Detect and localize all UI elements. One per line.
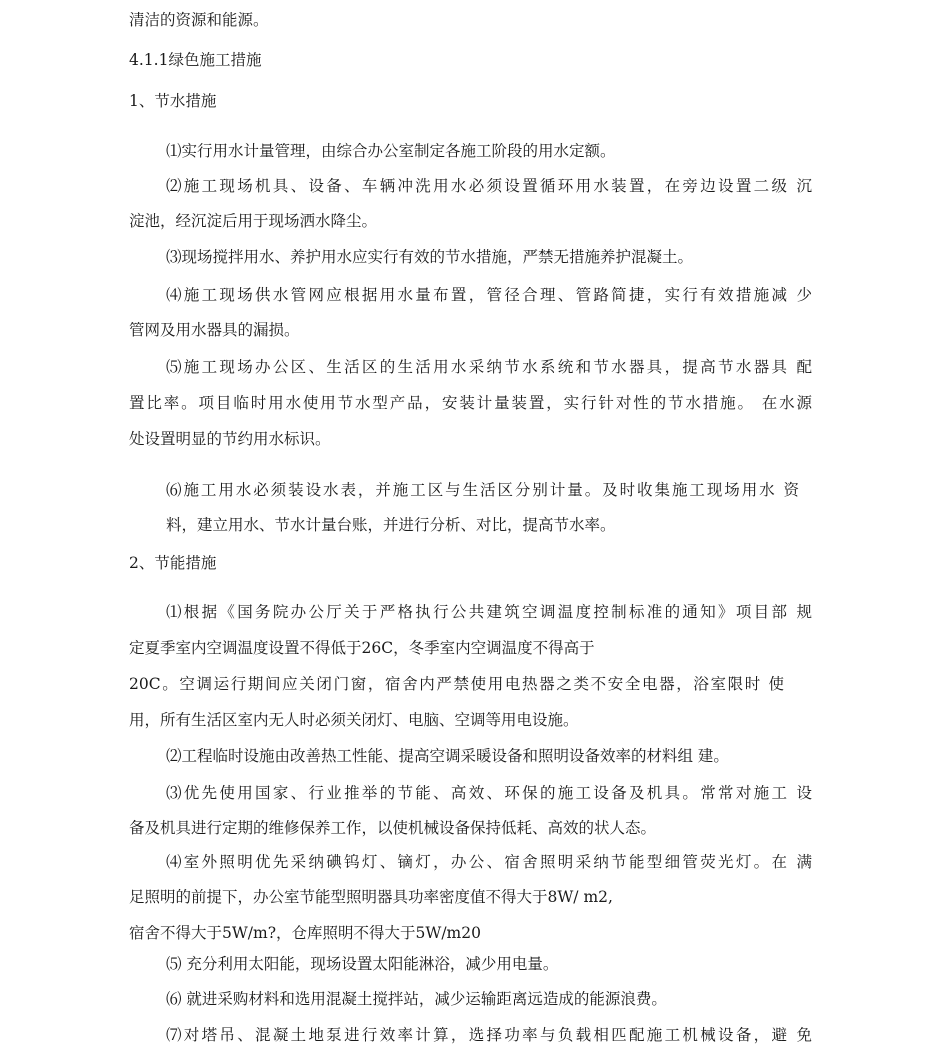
paragraph-line: ⑵施工现场机具、设备、车辆冲洗用水必须设置循环用水装置，在旁边设置二级 沉: [166, 177, 812, 195]
paragraph-line: ⑹ 就进采购材料和选用混凝土搅拌站，减少运输距离远造成的能源浪费。: [166, 990, 667, 1008]
paragraph-line: ⑵工程临时设施由改善热工性能、提高空调采暖设备和照明设备效率的材料组 建。: [166, 747, 729, 765]
paragraph-line: 淀池，经沉淀后用于现场洒水降尘。: [129, 212, 378, 230]
paragraph-line: ⑷室外照明优先采纳碘钨灯、镝灯，办公、宿舍照明采纳节能型细管荧光灯。在 满: [166, 853, 812, 871]
paragraph-line: 20C。空调运行期间应关闭门窗，宿舍内严禁使用电热器之类不安全电器，浴室限时 使: [129, 675, 784, 693]
paragraph-line: ⑸ 充分利用太阳能，现场设置太阳能淋浴，减少用电量。: [166, 955, 559, 973]
paragraph-line: 料，建立用水、节水计量台账，并进行分析、对比，提高节水率。: [166, 516, 616, 534]
paragraph-line: 管网及用水器具的漏损。: [129, 321, 300, 339]
paragraph-line: ⑶优先使用国家、行业推举的节能、高效、环保的施工设备及机具。常常对施工 设: [166, 784, 812, 802]
paragraph-line: ⑴实行用水计量管理，由综合办公室制定各施工阶段的用水定额。: [166, 142, 616, 160]
paragraph-line: 备及机具进行定期的维修保养工作，以使机械设备保持低耗、高效的状人态。: [129, 819, 657, 837]
paragraph-line: ⑷施工现场供水管网应根据用水量布置，管径合理、管路简捷，实行有效措施减 少: [166, 286, 812, 304]
text-line: 清洁的资源和能源。: [129, 11, 269, 29]
paragraph-line: 用，所有生活区室内无人时必须关闭灯、电脑、空调等用电设施。: [129, 711, 579, 729]
paragraph-line: 定夏季室内空调温度设置不得低于26C，冬季室内空调温度不得高于: [129, 639, 595, 657]
paragraph-line: ⑹施工用水必须装设水表，并施工区与生活区分别计量。及时收集施工现场用水 资: [166, 481, 799, 499]
paragraph-line: 足照明的前提下，办公室节能型照明器具功率密度值不得大于8W/ m2,: [129, 888, 613, 906]
paragraph-line: ⑺对塔吊、混凝土地泵进行效率计算，选择功率与负载相匹配施工机械设备，避 免: [166, 1026, 812, 1044]
subsection-heading: 1、节水措施: [129, 92, 217, 110]
section-heading: 4.1.1绿色施工措施: [129, 51, 262, 69]
subsection-heading: 2、节能措施: [129, 554, 217, 572]
paragraph-line: ⑶现场搅拌用水、养护用水应实行有效的节水措施，严禁无措施养护混凝土。: [166, 248, 694, 266]
paragraph-line: 处设置明显的节约用水标识。: [129, 430, 331, 448]
paragraph-line: 宿舍不得大于5W/m?，仓库照明不得大于5W/m20: [129, 924, 481, 942]
paragraph-line: ⑸施工现场办公区、生活区的生活用水采纳节水系统和节水器具，提高节水器具 配: [166, 358, 812, 376]
paragraph-line: 置比率。项目临时用水使用节水型产品，安装计量装置，实行针对性的节水措施。 在水源: [129, 394, 812, 412]
paragraph-line: ⑴根据《国务院办公厅关于严格执行公共建筑空调温度控制标准的通知》项目部 规: [166, 603, 812, 621]
